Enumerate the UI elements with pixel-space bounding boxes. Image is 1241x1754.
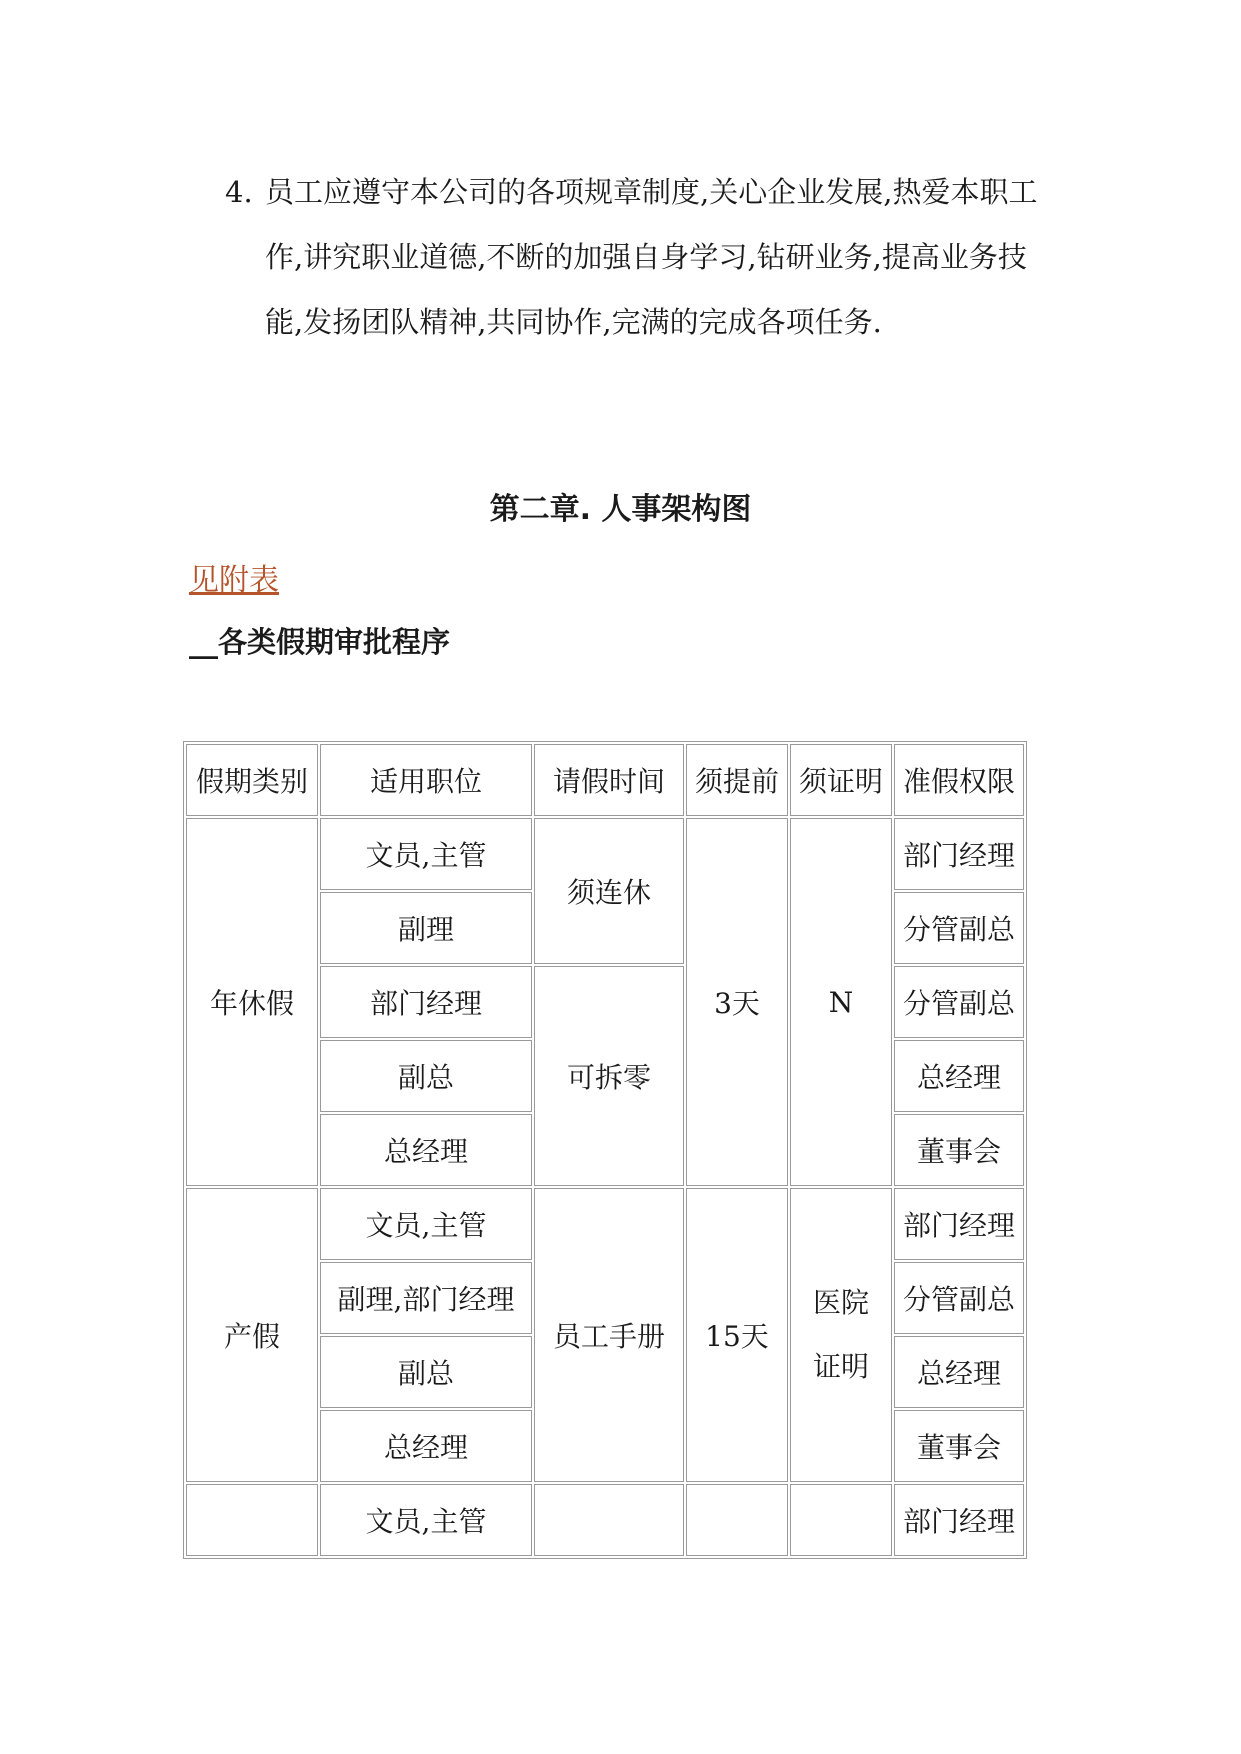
table-row [186,818,1024,890]
approver-cell: 董事会 [894,1114,1024,1186]
leave-approval-table [183,741,1027,1559]
table-header-row [186,744,1024,816]
appendix-link[interactable]: 见附表 [189,563,279,598]
header-cell: 请假时间 [534,744,684,816]
list-item-number: 4. [225,175,253,209]
proof-cell [790,1484,892,1556]
position-cell: 文员,主管 [320,1188,532,1260]
proof-line: 医院 [812,1286,869,1319]
time-cell: 可拆零 [534,966,684,1186]
proof-cell: N [790,818,892,1186]
approver-cell: 分管副总 [894,966,1024,1038]
time-cell [534,1484,684,1556]
table-row [186,1188,1024,1260]
position-cell: 副理 [320,892,532,964]
time-cell: 须连休 [534,818,684,964]
approver-cell: 分管副总 [894,892,1024,964]
advance-cell [686,1484,788,1556]
advance-cell: 15天 [686,1188,788,1482]
approver-cell: 分管副总 [894,1262,1024,1334]
position-cell: 副总 [320,1336,532,1408]
category-cell: 年休假 [186,818,318,1186]
approver-cell: 部门经理 [894,818,1024,890]
approver-cell: 部门经理 [894,1188,1024,1260]
position-cell: 文员,主管 [320,1484,532,1556]
position-cell: 总经理 [320,1410,532,1482]
advance-cell: 3天 [686,818,788,1186]
approver-cell: 董事会 [894,1410,1024,1482]
header-cell: 须提前 [686,744,788,816]
position-cell: 部门经理 [320,966,532,1038]
category-cell [186,1484,318,1556]
position-cell: 副总 [320,1040,532,1112]
time-cell: 员工手册 [534,1188,684,1482]
proof-cell [790,1188,892,1482]
position-cell: 副理,部门经理 [320,1262,532,1334]
category-cell: 产假 [186,1188,318,1482]
header-cell: 须证明 [790,744,892,816]
proof-line: 证明 [812,1350,869,1383]
table-row [186,1484,1024,1556]
approver-cell: 部门经理 [894,1484,1024,1556]
header-cell: 准假权限 [894,744,1024,816]
chapter-title: 第二章. 人事架构图 [489,492,752,527]
header-cell: 假期类别 [186,744,318,816]
position-cell: 文员,主管 [320,818,532,890]
header-cell: 适用职位 [320,744,532,816]
approver-cell: 总经理 [894,1040,1024,1112]
list-item-4 [225,160,1055,355]
list-item-text: 员工应遵守本公司的各项规章制度,关心企业发展,热爱本职工作,讲究职业道德,不断的加强自身学习,钻研业务,提高业务技能,发扬团队精神,共同协作,完满的完成各项任务. [265,175,1038,339]
section-title: __各类假期审批程序 [189,625,451,659]
position-cell: 总经理 [320,1114,532,1186]
approver-cell: 总经理 [894,1336,1024,1408]
